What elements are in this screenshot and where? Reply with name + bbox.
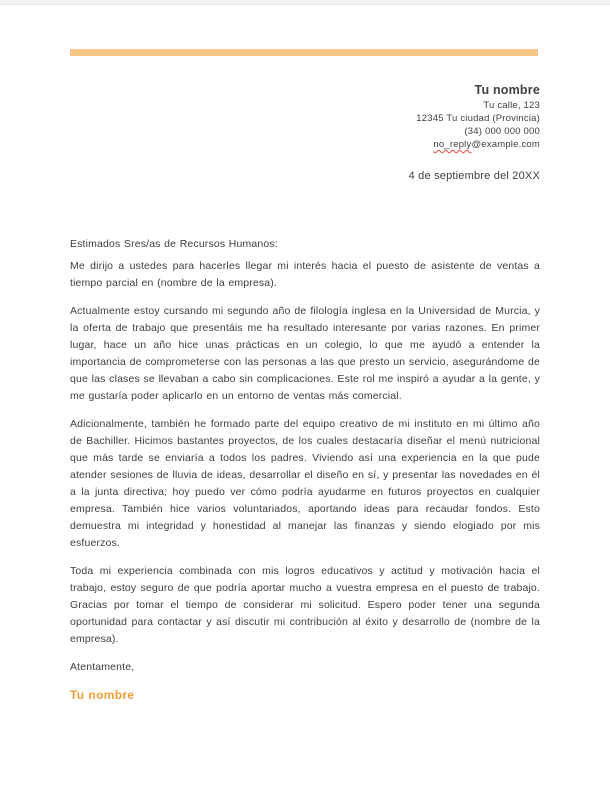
email-local-part: no_reply [433, 139, 472, 150]
paragraph-studies-experience: Actualmente estoy cursando mi segundo año de filología inglesa en la Universidad de Murcia, y la oferta de trabajo que presentáis me ha resultado interesante por varias razones. En primer lugar, hace un año hice unas prácticas en un colegio, lo que me ayudó a entender la importancia de comprometerse con las personas a las que presto un servicio, asegurándome de que las clases se llevaban a cabo sin complicaciones. Este rol me inspiró a ayudar a la gente, y me gustaría poder aplicarlo en un entorno de ventas más comercial. [70, 305, 540, 402]
viewport-top-edge [0, 0, 610, 5]
sender-name: Tu nombre [474, 83, 540, 97]
email-domain-part: @example.com [471, 139, 540, 150]
closing-line: Atentamente, [70, 661, 135, 673]
paragraph-creative-team: Adicionalmente, también he formado parte del equipo creativo de mi instituto en mi último año de Bachiller. Hicimos bastantes proyectos, de los cuales destacaría diseñar el menú nutricional que más tarde se enviaría a todos los padres. Viviendo así una experiencia en la que pude atender sesiones de lluvia de ideas, desarrollar el diseño en sí, y presentar las novedades en él a la junta directiva; hoy puedo ver cómo podría ayudarme en futuros proyectos en cualquier empresa. También hice varios voluntariados, aportando ideas para recaudar fondos. Esto demuestra mi integridad y honestidad al manejar las finanzas y siendo elogiado por mis esfuerzos. [70, 418, 540, 549]
sender-city: 12345 Tu ciudad (Provincia) [416, 113, 540, 124]
sender-block [70, 82, 540, 151]
sender-email-link[interactable] [433, 139, 540, 150]
paragraph-summary: Toda mi experiencia combinada con mis logros educativos y actitud y motivación hacia el trabajo, estoy seguro de que podría aportar mucho a vuestra empresa en el puesto de trabajo. Gracias por tomar el tiempo de considerar mi solicitud. Espero poder tener una segunda oportunidad para contactar y así discutir mi contribución al éxito y desarrollo de (nombre de la empresa). [70, 565, 540, 645]
sender-phone: (34) 000 000 000 [464, 126, 540, 137]
signature-name: Tu nombre [70, 688, 135, 702]
letter-body [70, 236, 540, 715]
header-accent-bar [70, 49, 538, 56]
paragraph-intro: Me dirijo a ustedes para hacerles llegar mi interés hacia el puesto de asistente de ventas a tiempo parcial en (nombre de la empresa). [70, 260, 540, 289]
greeting-line: Estimados Sres/as de Recursos Humanos: [70, 238, 278, 250]
sender-street: Tu calle, 123 [483, 100, 540, 111]
letter-date: 4 de septiembre del 20XX [408, 170, 540, 182]
